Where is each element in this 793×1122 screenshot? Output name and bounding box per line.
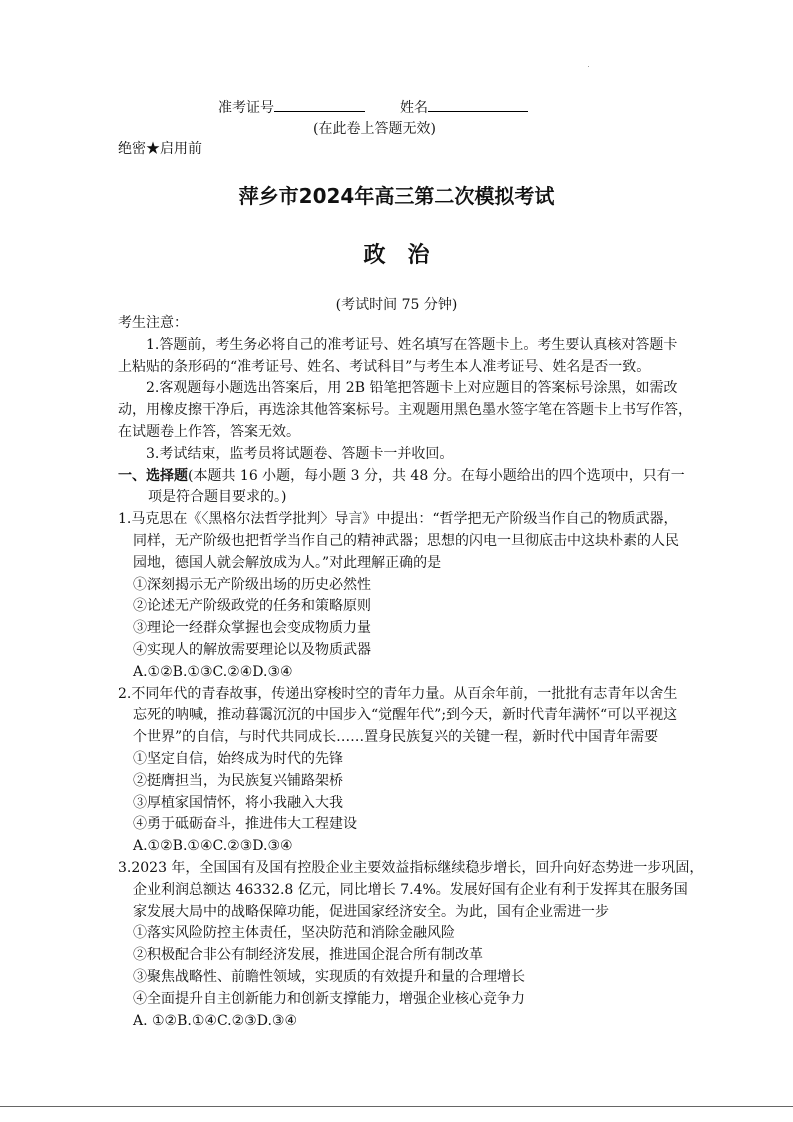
notice-line: 在试题卷上作答，答案无效。 bbox=[118, 423, 300, 440]
question bbox=[118, 858, 758, 1032]
question-option: ③理论一经群众掌握也会变成物质力量 bbox=[133, 620, 371, 637]
notice-line: 动，用橡皮擦干净后，再选涂其他答案标号。主观题用黑色墨水签字笔在答题卡上书写作答， bbox=[118, 402, 692, 419]
answer-choices: A. ①②B.①④C.②③D.③④ bbox=[133, 1012, 297, 1029]
question-option: ①落实风险防控主体责任，坚决防范和消除金融风险 bbox=[133, 925, 455, 942]
question-stem-line: 企业利润总额达 46332.8 亿元，同比增长 7.4%。发展好国有企业有利于发挥其在服务国 bbox=[133, 881, 688, 898]
invalid-note: (在此卷上答题无效) bbox=[313, 121, 436, 137]
page-title: 萍乡市2024年高三第二次模拟考试 bbox=[238, 184, 555, 208]
question-stem-line: 忘死的呐喊，推动暮霭沉沉的中国步入“觉醒年代”;到今天，新时代青年满怀“可以平视这 bbox=[133, 707, 678, 724]
question-list bbox=[118, 509, 758, 1032]
question-option: ③厚植家国情怀，将小我融入大我 bbox=[133, 794, 343, 811]
question-option: ④勇于砥砺奋斗，推进伟大工程建设 bbox=[133, 816, 357, 833]
name-blank bbox=[428, 97, 528, 112]
question-option: ④全面提升自主创新能力和创新支撑能力，增强企业核心竞争力 bbox=[133, 990, 525, 1007]
question-stem-line: 同样，无产阶级也把哲学当作自己的精神武器；思想的闪电一旦彻底击中这块朴素的人民 bbox=[133, 532, 679, 549]
question-option: ②积极配合非公有制经济发展，推进国企混合所有制改革 bbox=[133, 947, 483, 964]
page-bottom-divider bbox=[0, 1106, 793, 1107]
question-stem-line: 3.2023 年，全国国有及国有控股企业主要效益指标继续稳步增长，回升向好态势进一步巩固， bbox=[118, 859, 704, 876]
exam-id-field bbox=[218, 97, 365, 117]
section-desc-cont: 项是符合题目要求的。) bbox=[148, 489, 287, 506]
answer-choices: A.①②B.①③C.②④D.③④ bbox=[133, 663, 293, 680]
section-label: 一、选择题 bbox=[118, 467, 188, 484]
question-stem-line: 家发展大局中的战略保障功能，促进国家经济安全。为此，国有企业需进一步 bbox=[133, 903, 609, 920]
name-label: 姓名 bbox=[400, 100, 428, 116]
notice-line: 3.考试结束，监考员将试题卷、答题卡一并收回。 bbox=[146, 445, 454, 462]
exam-id-label: 准考证号 bbox=[218, 100, 274, 116]
question-option: ②挺膺担当，为民族复兴铺路架桥 bbox=[133, 772, 343, 789]
exam-duration: (考试时间 75 分钟) bbox=[335, 297, 458, 313]
question-stem-line: 个世界”的自信，与时代共同成长……置身民族复兴的关键一程，新时代中国青年需要 bbox=[133, 729, 659, 746]
question-stem-line: 2.不同年代的青春故事，传递出穿梭时空的青年力量。从百余年前，一批批有志青年以舍生 bbox=[118, 685, 678, 702]
question bbox=[118, 509, 758, 683]
section-desc: (本题共 16 小题，每小题 3 分，共 48 分。在每小题给出的四个选项中，只有一 bbox=[188, 467, 685, 484]
question-option: ③聚焦战略性、前瞻性领域，实现质的有效提升和量的合理增长 bbox=[133, 968, 525, 985]
speck bbox=[588, 66, 589, 67]
question bbox=[118, 684, 758, 858]
notice-line: 上粘贴的条形码的“准考证号、姓名、考试科目”与考生本人准考证号、姓名是否一致。 bbox=[118, 358, 651, 375]
section-heading bbox=[118, 466, 758, 488]
question-option: ①坚定自信，始终成为时代的先锋 bbox=[133, 750, 343, 767]
answer-choices: A.①②B.①④C.②③D.③④ bbox=[133, 838, 293, 855]
document-body bbox=[118, 313, 758, 1032]
question-option: ④实现人的解放需要理论以及物质武器 bbox=[133, 641, 371, 658]
notice-title: 考生注意： bbox=[118, 315, 188, 331]
exam-id-blank bbox=[274, 97, 365, 112]
question-option: ①深刻揭示无产阶级出场的历史必然性 bbox=[133, 576, 371, 593]
question-option: ②论述无产阶级政党的任务和策略原则 bbox=[133, 598, 371, 615]
notice-line: 1.答题前，考生务必将自己的准考证号、姓名填写在答题卡上。考生要认真核对答题卡 bbox=[146, 336, 678, 353]
notice-line: 2.客观题每小题选出答案后，用 2B 铅笔把答题卡上对应题目的答案标号涂黑，如需改 bbox=[146, 380, 678, 397]
subject-title: 政 治 bbox=[363, 243, 430, 268]
question-stem-line: 1.马克思在《〈黑格尔法哲学批判〉导言》中提出：“哲学把无产阶级当作自己的物质武器， bbox=[118, 511, 678, 528]
name-field bbox=[400, 97, 528, 117]
question-stem-line: 园地，德国人就会解放成为人。”对此理解正确的是 bbox=[133, 554, 442, 571]
secret-label: 绝密★启用前 bbox=[118, 141, 202, 157]
